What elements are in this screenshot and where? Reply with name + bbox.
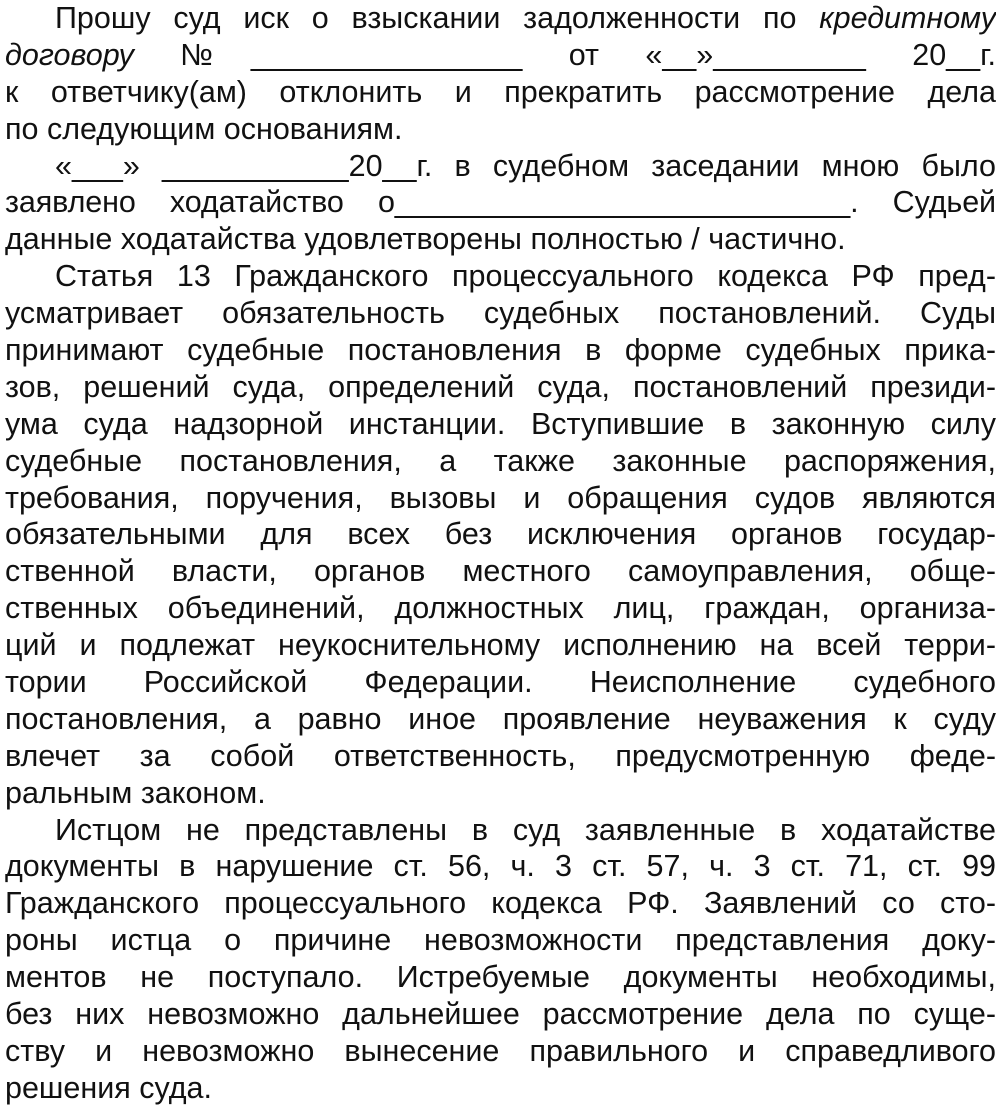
- text-run: принимают судебные постановления в форме судебных прика-: [5, 333, 996, 368]
- text-run: Прошу суд иск о взыскании задолженности по: [55, 1, 820, 35]
- paragraph-1: [5, 0, 996, 148]
- text-line: [5, 627, 996, 664]
- text-line: [5, 812, 996, 849]
- text-line: [5, 74, 996, 111]
- document-body: [5, 0, 996, 1107]
- text-line: [5, 553, 996, 590]
- paragraph-4: [5, 812, 996, 1107]
- text-line: [5, 369, 996, 406]
- text-run: данные ходатайства удовлетворены полностью / частично.: [5, 222, 846, 257]
- text-line: [5, 148, 996, 185]
- text-run: постановления, а равно иное проявление неуважения к суду: [5, 701, 996, 736]
- text-run: заявлено ходатайство о___________________________. Судьей: [5, 185, 996, 220]
- text-run: решения суда.: [5, 1070, 212, 1105]
- text-run: усматривает обязательность судебных постановлений. Суды: [5, 296, 996, 331]
- text-line: [5, 184, 996, 221]
- text-run: зов, решений суда, определений суда, постановлений президи-: [5, 369, 996, 404]
- text-line: [5, 258, 996, 295]
- italic-text: договору: [5, 37, 134, 72]
- text-line: [5, 664, 996, 701]
- text-run: по следующим основаниям.: [5, 111, 403, 146]
- text-line: [5, 443, 996, 480]
- text-run: к ответчику(ам) отклонить и прекратить рассмотрение дела: [5, 74, 996, 109]
- text-run: ума суда надзорной инстанции. Вступившие в законную силу: [5, 406, 996, 441]
- text-line: [5, 111, 996, 148]
- text-run: ственных объединений, должностных лиц, граждан, организа-: [5, 591, 996, 626]
- text-run: ментов не поступало. Истребуемые документы необходимы,: [5, 960, 996, 995]
- text-run: ральным законом.: [5, 775, 266, 810]
- text-line: [5, 332, 996, 369]
- text-run: Истцом не представлены в суд заявленные в ходатайстве: [55, 812, 996, 847]
- text-line: [5, 701, 996, 738]
- text-run: обязательными для всех без исключения органов государ-: [5, 517, 996, 552]
- text-run: тории Российской Федерации. Неисполнение судебного: [5, 665, 996, 700]
- text-line: [5, 1033, 996, 1070]
- text-run: Гражданского процессуального кодекса РФ. Заявлений со сто-: [5, 886, 996, 921]
- text-line: [5, 406, 996, 443]
- text-run: роны истца о причине невозможности представления доку-: [5, 923, 996, 958]
- text-run: требования, поручения, вызовы и обращения судов являются: [5, 480, 996, 515]
- text-line: [5, 775, 996, 812]
- text-line: [5, 848, 996, 885]
- text-line: [5, 1070, 996, 1107]
- text-line: [5, 885, 996, 922]
- text-line: [5, 0, 996, 37]
- text-run: документы в нарушение ст. 56, ч. 3 ст. 57, ч. 3 ст. 71, ст. 99: [5, 849, 996, 884]
- text-run: №________________ от «__»_________ 20__г.: [133, 37, 996, 72]
- text-run: судебные постановления, а также законные распоряжения,: [5, 443, 996, 478]
- text-line: [5, 996, 996, 1033]
- paragraph-3: [5, 258, 996, 811]
- text-run: без них невозможно дальнейшее рассмотрение дела по суще-: [5, 997, 996, 1032]
- text-run: влечет за собой ответственность, предусмотренную феде-: [5, 738, 996, 773]
- text-line: [5, 295, 996, 332]
- text-run: ственной власти, органов местного самоуправления, обще-: [5, 554, 996, 589]
- text-run: ций и подлежат неукоснительному исполнению на всей терри-: [5, 628, 996, 663]
- italic-text: кредитному: [819, 1, 996, 35]
- text-line: [5, 516, 996, 553]
- text-line: [5, 590, 996, 627]
- paragraph-2: [5, 148, 996, 259]
- text-line: [5, 221, 996, 258]
- text-line: [5, 738, 996, 775]
- text-run: ству и невозможно вынесение правильного и справедливого: [5, 1033, 996, 1068]
- text-run: Статья 13 Гражданского процессуального кодекса РФ пред-: [55, 259, 996, 294]
- text-line: [5, 480, 996, 517]
- text-line: [5, 922, 996, 959]
- text-line: [5, 959, 996, 996]
- text-line: [5, 37, 996, 74]
- text-run: «___» ___________20__г. в судебном заседании мною было: [55, 148, 996, 183]
